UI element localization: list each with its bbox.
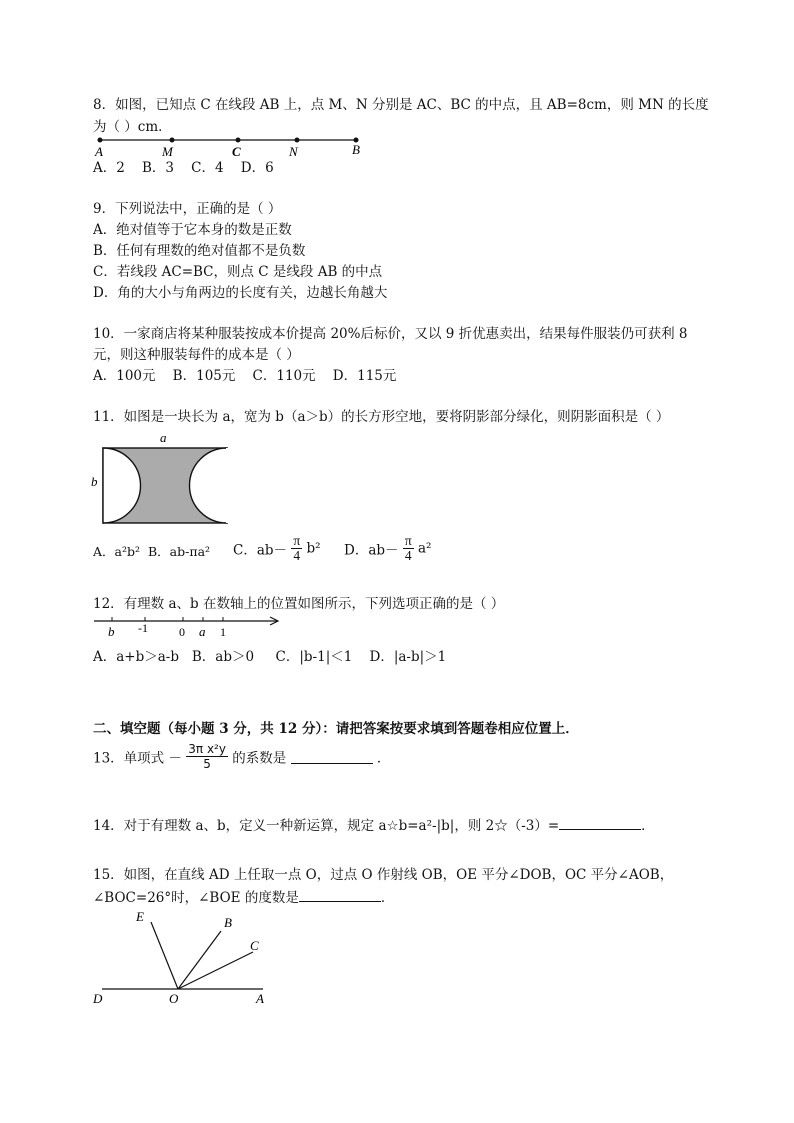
q12-stem: 12．有理数 a、b 在数轴上的位置如图所示，下列选项正确的是（ ） <box>93 596 505 612</box>
q9-option-c: C．若线段 AC=BC，则点 C 是线段 AB 的中点 <box>93 264 383 280</box>
label-n: N <box>289 144 298 159</box>
q8-segment-diagram <box>90 134 370 160</box>
ray-oc <box>178 952 253 989</box>
q15-line1: 15．如图，在直线 AD 上任取一点 O，过点 O 作射线 OB，OE 平分∠DOB，OC 平分∠AOB， <box>93 867 674 883</box>
point-m-dot <box>170 138 175 143</box>
q8-line1: 8．如图，已知点 C 在线段 AB 上，点 M、N 分别是 AC、BC 的中点，且 AB=8cm，则 MN 的长度 <box>93 97 709 113</box>
label-o: O <box>169 991 179 1006</box>
label-zero: 0 <box>179 625 185 639</box>
point-c-dot <box>236 138 241 143</box>
q11-rectangle-diagram <box>88 428 238 528</box>
label-d: D <box>93 991 103 1006</box>
q10-options: A．100元 B．105元 C．110元 D．115元 <box>93 368 397 384</box>
q9-stem: 9．下列说法中，正确的是（ ） <box>93 201 282 217</box>
q14-answer-blank[interactable] <box>559 815 641 830</box>
label-m: M <box>162 144 173 159</box>
q10-line1: 10．一家商店将某种服装按成本价提高 20%后标价，又以 9 折优惠卖出，结果每件服装仍可获利 8 <box>93 326 688 342</box>
q8-line2: 为（ ）cm． <box>93 119 172 135</box>
label-one: 1 <box>220 625 226 639</box>
label-a: A <box>256 991 264 1006</box>
q10-line2: 元，则这种服装每件的成本是（ ） <box>93 347 300 363</box>
q15-angle-diagram <box>88 906 278 1006</box>
label-e: E <box>136 909 144 924</box>
q14: 14．对于有理数 a、b，定义一种新运算，规定 a☆b=a²-|b|，则 2☆（-3）= ． <box>93 815 655 835</box>
label-b: B <box>224 915 232 930</box>
q11-option-b: B．ab-πa² <box>148 544 211 559</box>
q12-number-line <box>92 612 284 642</box>
label-b: b <box>108 624 115 639</box>
label-c: C <box>250 938 259 953</box>
ray-ob <box>178 931 221 989</box>
q9-option-d: D．角的大小与角两边的长度有关，边越长角越大 <box>93 285 388 301</box>
q12-options: A．a+b＞a-b B．ab＞0 C．|b-1|＜1 D．|a-b|＞1 <box>93 649 447 665</box>
q9-option-b: B．任何有理数的绝对值都不是负数 <box>93 243 306 259</box>
pi-over-four-c: $\frac{\pi}{4}$ <box>293 533 301 563</box>
label-minus-one: -1 <box>138 621 148 635</box>
q13-answer-blank[interactable] <box>291 749 373 764</box>
q11-option-c: C．ab－ $\frac{\pi}{4}$ b² <box>233 533 321 563</box>
label-c: C <box>232 144 241 159</box>
label-b: B <box>352 142 360 157</box>
monomial-fraction: $\frac{\text{3π x²y}}{5}$ <box>188 742 226 771</box>
point-a-dot <box>98 138 103 143</box>
label-a: a <box>199 624 206 639</box>
section-2-heading: 二、填空题（每小题 3 分，共 12 分）：请把答案按要求填到答题卷相应位置上． <box>93 721 579 737</box>
label-width-b: b <box>91 474 98 489</box>
ray-oe <box>151 922 178 989</box>
q9-option-a: A．绝对值等于它本身的数是正数 <box>93 222 292 238</box>
pi-over-four-d: $\frac{\pi}{4}$ <box>404 533 412 563</box>
q11-stem: 11．如图是一块长为 a，宽为 b（a＞b）的长方形空地，要将阴影部分绿化，则阴影面积是（ ） <box>93 409 670 425</box>
q11-option-d: D．ab－ $\frac{\pi}{4}$ a² <box>344 533 432 563</box>
label-a: A <box>95 144 103 159</box>
q13: 13．单项式 － $\frac{\text{3π x²y}}{5}$ 的系数是 ． <box>93 742 391 771</box>
label-length-a: a <box>160 430 167 445</box>
q11-option-a: A．a²b² <box>93 544 141 559</box>
q8-options: A．2 B．3 C．4 D．6 <box>93 160 274 176</box>
q15-answer-blank[interactable] <box>299 887 381 902</box>
q15-line2: ∠BOC=26°时，∠BOE 的度数是 ． <box>93 887 394 907</box>
point-n-dot <box>295 138 300 143</box>
